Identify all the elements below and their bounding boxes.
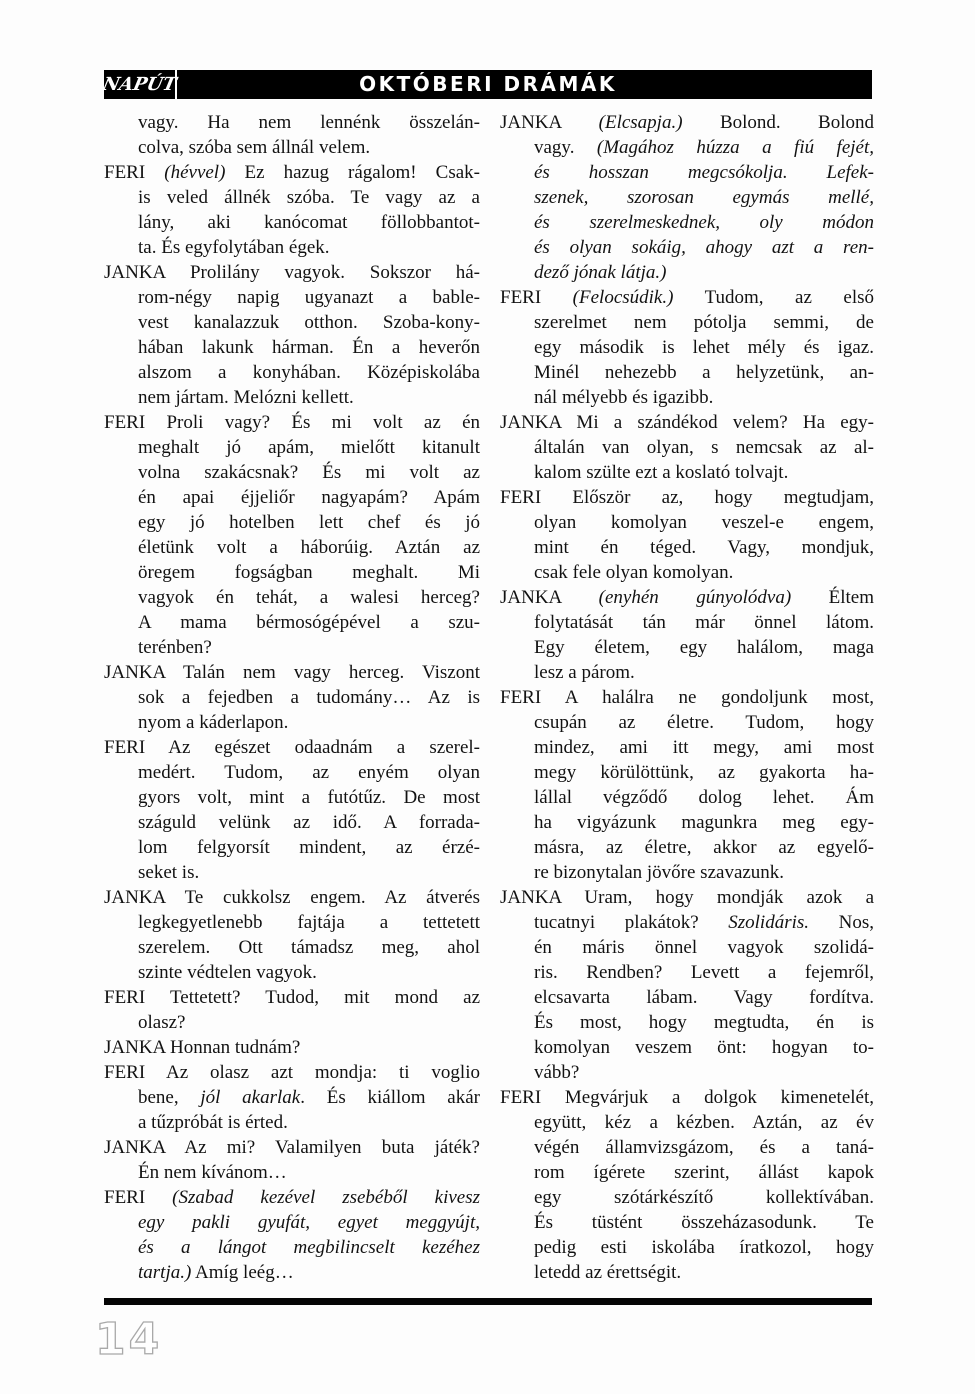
text-line: [104, 160, 480, 185]
text-line: [104, 710, 480, 735]
text-line: [500, 1110, 874, 1135]
stage-direction-text: (Magához húzza a fiú fejét,: [596, 137, 874, 158]
stage-direction-text: (hévvel): [164, 162, 226, 183]
text-line: [500, 110, 874, 135]
dialogue-text: vest kanalazzuk otthon. Szoba-kony-: [138, 312, 480, 333]
stage-direction-text: (Felocsúdik.): [572, 287, 674, 308]
section-title: OKTÓBERI DRÁMÁK: [359, 72, 617, 96]
text-line: [500, 1085, 874, 1110]
text-line: [500, 135, 874, 160]
text-line: [500, 385, 874, 410]
text-line: [104, 485, 480, 510]
dialogue-text: FERI Megvárjuk a dolgok kimenetelét,: [500, 1087, 874, 1108]
text-line: [500, 360, 874, 385]
dialogue-text: végén államvizsgázom, és a taná-: [534, 1137, 874, 1158]
dialogue-text: meghalt jó apám, mielőtt kitanult: [138, 437, 480, 458]
dialogue-text: kalom szülte ezt a koslató tolvajt.: [534, 462, 789, 483]
dialogue-text: És most, hogy megtudta, én is: [534, 1012, 874, 1033]
dialogue-paragraph: [500, 685, 874, 885]
text-line: [500, 510, 874, 535]
text-line: [500, 460, 874, 485]
dialogue-text: lány, aki kanócomat föllobbantot-: [138, 212, 480, 233]
dialogue-paragraph: [500, 1085, 874, 1285]
text-line: [104, 1185, 480, 1210]
dialogue-text: száguld velünk az idő. A forrada-: [138, 812, 480, 833]
dialogue-text: csupán az életre. Tudom, hogy: [534, 712, 874, 733]
dialogue-paragraph: [500, 110, 874, 285]
text-line: [500, 910, 874, 935]
dialogue-text: FERI Az egészet odaadnám a szerel-: [104, 737, 480, 758]
stage-direction-text: Szolidáris.: [728, 912, 810, 933]
text-line: [104, 735, 480, 760]
stage-direction-text: szenek, szorosan egymás mellé,: [534, 187, 874, 208]
text-line: [104, 435, 480, 460]
dialogue-text: komolyan veszem önt: hogyan to-: [534, 1037, 874, 1058]
dialogue-paragraph: [104, 1135, 480, 1185]
text-line: [500, 285, 874, 310]
dialogue-text: ta. És egyfolytában égek.: [138, 237, 330, 258]
dialogue-text: én máris önnel vagyok szolidá-: [534, 937, 874, 958]
dialogue-paragraph: [104, 1060, 480, 1135]
dialogue-text: JANKA Mi a szándékod velem? Ha egy-: [500, 412, 874, 433]
dialogue-text: vább?: [534, 1062, 580, 1083]
dialogue-text: nyom a káderlapon.: [138, 712, 289, 733]
dialogue-text: rom ígérete szerint, állást kapok: [534, 1162, 874, 1183]
text-line: [104, 110, 480, 135]
dialogue-paragraph: [500, 285, 874, 410]
stage-direction-text: és hosszan megcsókolja. Lefek-: [534, 162, 874, 183]
dialogue-text: gyors volt, mint a futótűz. De most: [138, 787, 480, 808]
left-column: [104, 110, 480, 1285]
text-line: [500, 760, 874, 785]
dialogue-text: volna szakácsnak? És mi volt az: [138, 462, 480, 483]
text-line: [500, 710, 874, 735]
text-line: [104, 1085, 480, 1110]
right-column: [500, 110, 874, 1285]
text-line: [104, 285, 480, 310]
dialogue-text: ha vigyázunk magunkra meg egy-: [534, 812, 874, 833]
stage-direction-text: és a lángot megbilincselt kezéhez: [138, 1237, 480, 1258]
text-line: [104, 410, 480, 435]
text-line: [500, 560, 874, 585]
dialogue-paragraph: [500, 485, 874, 585]
footer-rule: [104, 1298, 872, 1305]
text-line: [104, 535, 480, 560]
dialogue-text: öregem fogságban meghalt. Mi: [138, 562, 480, 583]
dialogue-text: nem jártam. Melózni kellett.: [138, 387, 354, 408]
text-line: [500, 610, 874, 635]
text-line: [500, 260, 874, 285]
dialogue-text: rom-négy napig ugyanazt a bable-: [138, 287, 480, 308]
dialogue-text: egy második is lehet mély és igaz.: [534, 337, 874, 358]
dialogue-text: Egy életem, egy halálom, maga: [534, 637, 874, 658]
text-line: [104, 1235, 480, 1260]
dialogue-text: lom felgyorsít mindent, az érzé-: [138, 837, 480, 858]
dialogue-text: általán van olyan, s nemcsak az al-: [534, 437, 874, 458]
dialogue-text: FERI: [104, 162, 165, 183]
text-line: [500, 660, 874, 685]
text-line: [104, 560, 480, 585]
stage-direction-text: dező jónak látja.): [534, 262, 667, 283]
text-line: [104, 685, 480, 710]
dialogue-text: terénben?: [138, 637, 212, 658]
dialogue-paragraph: [104, 410, 480, 660]
dialogue-paragraph: [104, 1185, 480, 1285]
dialogue-text: sok a fejedben a tudomány… Az is: [138, 687, 480, 708]
dialogue-text: JANKA Prolilány vagyok. Sokszor há-: [104, 262, 480, 283]
dialogue-text: FERI Tettetett? Tudod, mit mond az: [104, 987, 480, 1008]
text-line: [104, 1060, 480, 1085]
dialogue-text: JANKA Az mi? Valamilyen buta játék?: [104, 1137, 480, 1158]
text-line: [104, 1210, 480, 1235]
text-line: [500, 410, 874, 435]
dialogue-text: alszom a konyhában. Középiskolába: [138, 362, 480, 383]
dialogue-text: szerelmet nem pótolja semmi, de: [534, 312, 874, 333]
text-line: [104, 510, 480, 535]
dialogue-text: vagyok én tehát, a walesi herceg?: [138, 587, 480, 608]
dialogue-text: másra, az életre, akkor az egyelő-: [534, 837, 874, 858]
text-line: [104, 810, 480, 835]
text-line: [500, 585, 874, 610]
text-line: [500, 985, 874, 1010]
dialogue-text: Tudom, az első: [673, 287, 874, 308]
text-line: [104, 935, 480, 960]
dialogue-paragraph: [104, 160, 480, 260]
dialogue-text: FERI Először az, hogy megtudjam,: [500, 487, 874, 508]
dialogue-text: szinte védtelen vagyok.: [138, 962, 317, 983]
dialogue-text: Ez hazug rágalom! Csak-: [225, 162, 480, 183]
dialogue-text: JANKA Uram, hogy mondják azok a: [500, 887, 874, 908]
text-line: [500, 435, 874, 460]
dialogue-text: elcsavarta lábam. Vagy fordítva.: [534, 987, 874, 1008]
stage-direction-text: jól akarlak: [200, 1087, 301, 1108]
text-line: [104, 760, 480, 785]
text-line: [500, 810, 874, 835]
stage-direction-text: (enyhén gúnyolódva): [598, 587, 792, 608]
text-line: [500, 210, 874, 235]
dialogue-text: szerelem. Ott támadsz meg, ahol: [138, 937, 480, 958]
dialogue-text: megy körülöttünk, az gyakorta ha-: [534, 762, 874, 783]
text-line: [104, 910, 480, 935]
text-line: [104, 960, 480, 985]
dialogue-text: lállal végződő dolog lehet. Ám: [534, 787, 874, 808]
text-line: [104, 885, 480, 910]
dialogue-paragraph: [500, 585, 874, 685]
dialogue-text: pedig esti iskolába íratkozol, hogy: [534, 1237, 874, 1258]
dialogue-text: én apai éjjeliőr nagyapám? Apám: [138, 487, 480, 508]
dialogue-text: vagy. Ha nem lennénk összelán-: [138, 112, 480, 133]
text-line: [500, 485, 874, 510]
text-line: [500, 860, 874, 885]
text-line: [104, 1010, 480, 1035]
text-columns: [104, 110, 874, 1285]
text-line: [104, 585, 480, 610]
dialogue-text: mindez, ami itt megy, ami most: [534, 737, 874, 758]
dialogue-text: Éltem: [791, 587, 874, 608]
text-line: [500, 535, 874, 560]
dialogue-paragraph: [104, 260, 480, 410]
text-line: [104, 210, 480, 235]
dialogue-paragraph: [104, 660, 480, 735]
text-line: [104, 460, 480, 485]
dialogue-text: életünk volt a háborúig. Aztán az: [138, 537, 480, 558]
dialogue-text: JANKA: [500, 112, 599, 133]
text-line: [104, 260, 480, 285]
dialogue-text: tucatnyi plakátok?: [534, 912, 729, 933]
text-line: [500, 835, 874, 860]
text-line: [500, 1210, 874, 1235]
text-line: [104, 860, 480, 885]
dialogue-text: JANKA Talán nem vagy herceg. Viszont: [104, 662, 480, 683]
text-line: [500, 1160, 874, 1185]
dialogue-text: letedd az érettségit.: [534, 1262, 682, 1283]
text-line: [104, 310, 480, 335]
text-line: [104, 785, 480, 810]
dialogue-text: nál mélyebb és igazibb.: [534, 387, 714, 408]
dialogue-text: olasz?: [138, 1012, 186, 1033]
dialogue-text: És tüstént összeházasodunk. Te: [534, 1212, 874, 1233]
text-line: [500, 160, 874, 185]
text-line: [500, 1185, 874, 1210]
dialogue-text: folytatását tán már önnel látom.: [534, 612, 874, 633]
dialogue-text: FERI A halálra ne gondoljunk most,: [500, 687, 874, 708]
stage-direction-text: tartja.): [138, 1262, 192, 1283]
text-line: [500, 885, 874, 910]
text-line: [104, 360, 480, 385]
text-line: [104, 1135, 480, 1160]
dialogue-text: Minél nehezebb a helyzetünk, an-: [534, 362, 874, 383]
text-line: [104, 1035, 480, 1060]
dialogue-text: hában lakunk hárman. Én a heverőn: [138, 337, 480, 358]
text-line: [500, 235, 874, 260]
dialogue-paragraph: [500, 410, 874, 485]
dialogue-text: . És kiállom akár: [300, 1087, 480, 1108]
text-line: [500, 1010, 874, 1035]
dialogue-text: egy jó hotelben lett chef és jó: [138, 512, 480, 533]
dialogue-text: Bolond. Bolond: [682, 112, 875, 133]
text-line: [500, 1135, 874, 1160]
dialogue-text: FERI: [500, 287, 573, 308]
dialogue-text: JANKA: [500, 587, 599, 608]
dialogue-text: re bizonytalan jövőre szavazunk.: [534, 862, 785, 883]
dialogue-text: együtt, kéz a kézben. Aztán, az év: [534, 1112, 874, 1133]
dialogue-text: is veled állnék szóba. Te vagy az a: [138, 187, 480, 208]
dialogue-text: Amíg leég…: [191, 1262, 294, 1283]
dialogue-text: medért. Tudom, az enyém olyan: [138, 762, 480, 783]
dialogue-text: csak fele olyan komolyan.: [534, 562, 734, 583]
dialogue-text: vagy.: [534, 137, 597, 158]
dialogue-paragraph: [104, 985, 480, 1035]
dialogue-text: olyan komolyan veszel-e engem,: [534, 512, 874, 533]
text-line: [500, 685, 874, 710]
text-line: [500, 635, 874, 660]
stage-direction-text: egy pakli gyufát, egyet meggyújt,: [138, 1212, 480, 1233]
text-line: [500, 1035, 874, 1060]
stage-direction-text: és szerelmeskednek, oly módon: [534, 212, 874, 233]
dialogue-text: FERI Az olasz azt mondja: ti voglio: [104, 1062, 480, 1083]
dialogue-text: seket is.: [138, 862, 200, 883]
text-line: [104, 1260, 480, 1285]
dialogue-text: FERI Proli vagy? És mi volt az én: [104, 412, 480, 433]
naput-logo-text: NAPÚT: [100, 74, 179, 95]
text-line: [104, 235, 480, 260]
stage-direction-text: és olyan sokáig, ahogy azt a ren-: [534, 237, 874, 258]
text-line: [104, 185, 480, 210]
dialogue-text: ris. Rendben? Levett a fejemről,: [534, 962, 874, 983]
stage-direction-text: (Szabad kezével zsebéből kivesz: [172, 1187, 480, 1208]
dialogue-paragraph: [104, 1035, 480, 1060]
stage-direction-text: (Elcsapja.): [598, 112, 683, 133]
text-line: [500, 1235, 874, 1260]
text-line: [104, 985, 480, 1010]
text-line: [500, 185, 874, 210]
text-line: [104, 610, 480, 635]
dialogue-paragraph: [104, 735, 480, 885]
dialogue-text: JANKA Honnan tudnám?: [104, 1037, 301, 1058]
dialogue-text: legkegyetlenebb fajtája a tettetett: [138, 912, 480, 933]
text-line: [500, 935, 874, 960]
text-line: [500, 960, 874, 985]
text-line: [500, 735, 874, 760]
dialogue-text: FERI: [104, 1187, 173, 1208]
dialogue-text: a tűzpróbát is érted.: [138, 1112, 288, 1133]
text-line: [104, 1110, 480, 1135]
text-line: [104, 660, 480, 685]
dialogue-text: mint én téged. Vagy, mondjuk,: [534, 537, 874, 558]
dialogue-text: Én nem kívánom…: [138, 1162, 287, 1183]
dialogue-text: bene,: [138, 1087, 201, 1108]
text-line: [104, 635, 480, 660]
text-line: [500, 335, 874, 360]
page-number: 14: [95, 1314, 163, 1365]
text-line: [500, 1260, 874, 1285]
dialogue-text: colva, szóba sem állnál velem.: [138, 137, 371, 158]
dialogue-paragraph: [104, 885, 480, 985]
text-line: [104, 385, 480, 410]
text-line: [104, 135, 480, 160]
dialogue-text: lesz a párom.: [534, 662, 635, 683]
text-line: [500, 785, 874, 810]
dialogue-paragraph: [104, 110, 480, 160]
dialogue-text: JANKA Te cukkolsz engem. Az átverés: [104, 887, 480, 908]
text-line: [500, 310, 874, 335]
text-line: [104, 1160, 480, 1185]
text-line: [104, 335, 480, 360]
text-line: [500, 1060, 874, 1085]
dialogue-text: Nos,: [809, 912, 874, 933]
page-header: [100, 70, 872, 99]
text-line: [104, 835, 480, 860]
dialogue-text: A mama bérmosógépével a szu-: [138, 612, 480, 633]
dialogue-paragraph: [500, 885, 874, 1085]
dialogue-text: egy szótárkészítő kollektívában.: [534, 1187, 874, 1208]
